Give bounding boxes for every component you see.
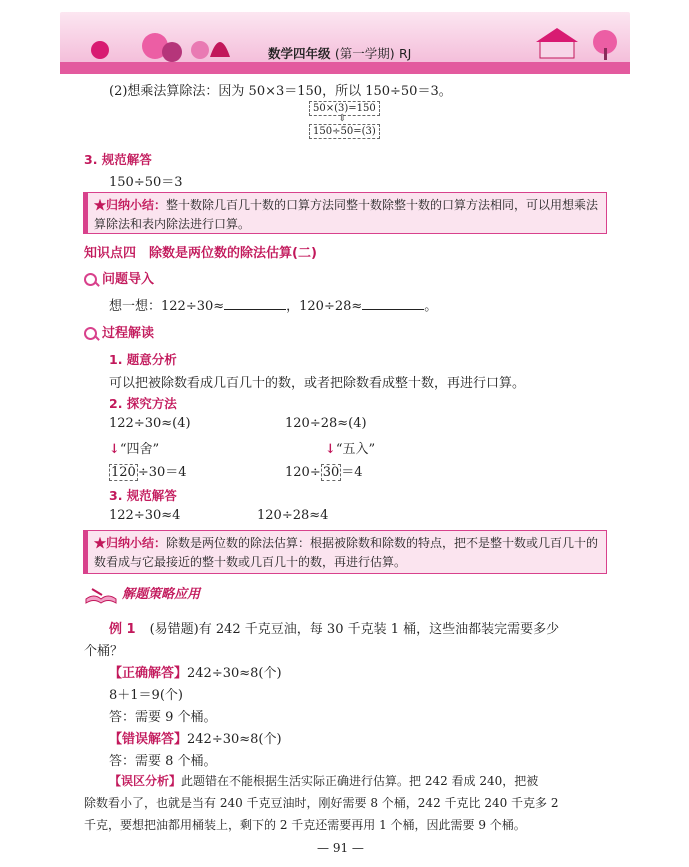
example-label: 例 1 (109, 622, 136, 637)
right-note (325, 438, 375, 457)
intro-q2: ，120÷28≈ (286, 299, 363, 314)
wrong-label: 【错误解答】 (109, 732, 188, 747)
intro-end: 。 (424, 299, 438, 314)
intro-heading (84, 268, 154, 287)
part3-title: 3. 规范解答 (84, 152, 152, 167)
err-line-2: 除数看小了，也就是当有 240 千克豆油时，刚好需要 8 个桶，242 千克比 240 千克多 2 (84, 796, 559, 810)
answer-blank-1[interactable] (224, 297, 286, 310)
right-rest: ＝4 (341, 465, 363, 480)
part1-line: (2)想乘法算除法：因为 50×3＝150，所以 150÷50＝3。 (109, 84, 452, 99)
left-note (109, 438, 159, 457)
answer-blank-2[interactable] (362, 297, 424, 310)
summary2-label: ★归纳小结： (94, 536, 167, 550)
s1-text: 可以把被除数看成几百几十的数，或者把除数看成整十数，再进行口算。 (109, 376, 526, 391)
right-num: 30 (322, 465, 340, 480)
right-pre: 120÷ (285, 465, 321, 480)
summary-box-2 (83, 530, 607, 574)
right-equation: 120÷28≈(4) (285, 416, 367, 431)
ans-right: 120÷28≈4 (257, 508, 329, 523)
down-arrow-icon: ↓ (109, 442, 120, 457)
correct-l3: 答：需要 9 个桶。 (109, 710, 217, 725)
right-result (285, 461, 363, 480)
process-heading-text: 过程解读 (102, 326, 155, 341)
summary-box-1 (83, 192, 607, 234)
left-rest: ÷30＝4 (137, 465, 187, 480)
page-number: — 91 — (317, 841, 364, 855)
left-note-text: “四舍” (119, 442, 160, 457)
magnifier-icon (84, 273, 98, 287)
s3-title: 3. 规范解答 (109, 488, 177, 503)
intro-question (109, 295, 437, 314)
left-equation: 122÷30≈(4) (109, 416, 191, 431)
header-term: (第一学期) (334, 46, 395, 61)
wrong-eq: 242÷30≈8(个) (187, 732, 282, 747)
book-icon (84, 585, 118, 605)
part3-answer: 150÷50＝3 (109, 175, 183, 190)
err-label: 【误区分析】 (109, 774, 182, 788)
right-note-text: “五入” (335, 442, 376, 457)
equation-box-bottom: 150÷50=(3) (309, 124, 380, 139)
header-edition: RJ (399, 46, 412, 61)
wrong-l2: 答：需要 8 个桶。 (109, 754, 217, 769)
header-title-text: 数学四年级 (268, 46, 331, 61)
summary1-label: ★归纳小结： (94, 198, 167, 212)
kp4-title: 知识点四 除数是两位数的除法估算(二) (84, 246, 317, 261)
magnifier-icon-2 (84, 327, 98, 341)
summary1-text: 整十数除几百几十数的口算方法同整十数除整十数的口算方法相同，可以用想乘法算除法和表内除法进行口算。 (94, 198, 599, 231)
example-line-1 (109, 618, 559, 637)
process-heading (84, 322, 154, 341)
correct-l2: 8＋1＝9(个) (109, 688, 183, 703)
equation-box-top: 50×(3)=150 (309, 101, 380, 116)
correct-line (109, 662, 282, 681)
s2-title: 2. 探究方法 (109, 396, 177, 411)
example-line-2: 个桶？ (84, 644, 124, 659)
page-header (60, 12, 630, 74)
correct-eq: 242÷30≈8(个) (187, 666, 282, 681)
down-arrow-icon-2: ↓ (325, 442, 336, 457)
strategy-heading (84, 583, 200, 605)
summary2-text: 除数是两位数的除法估算：根据被除数和除数的特点，把不是整十数或几百几十的数看成与它最接近的整十数或几百几十的数，再进行估算。 (94, 536, 599, 569)
wrong-line (109, 728, 282, 747)
strategy-heading-text: 解题策略应用 (122, 587, 201, 602)
left-result (109, 461, 187, 480)
err-line-3: 千克，要想把油都用桶装上，剩下的 2 千克还需要再用 1 个桶，因此需要 9 个桶。 (84, 818, 526, 832)
intro-heading-text: 问题导入 (102, 272, 155, 287)
header-title (268, 44, 411, 62)
err-line-1 (109, 772, 538, 789)
ans-left: 122÷30≈4 (109, 508, 181, 523)
example-text-1: (易错题)有 242 千克豆油，每 30 千克装 1 桶，这些油都装完需要多少 (149, 622, 560, 637)
box-arrow-icon: ⇕ (338, 113, 347, 124)
s1-title: 1. 题意分析 (109, 352, 177, 367)
header-band (60, 62, 630, 74)
err-text-1: 此题错在不能根据生活实际正确进行估算。把 242 看成 240，把被 (181, 774, 539, 788)
left-num: 120 (111, 465, 136, 480)
correct-label: 【正确解答】 (109, 666, 188, 681)
intro-q1: 想一想：122÷30≈ (109, 299, 225, 314)
